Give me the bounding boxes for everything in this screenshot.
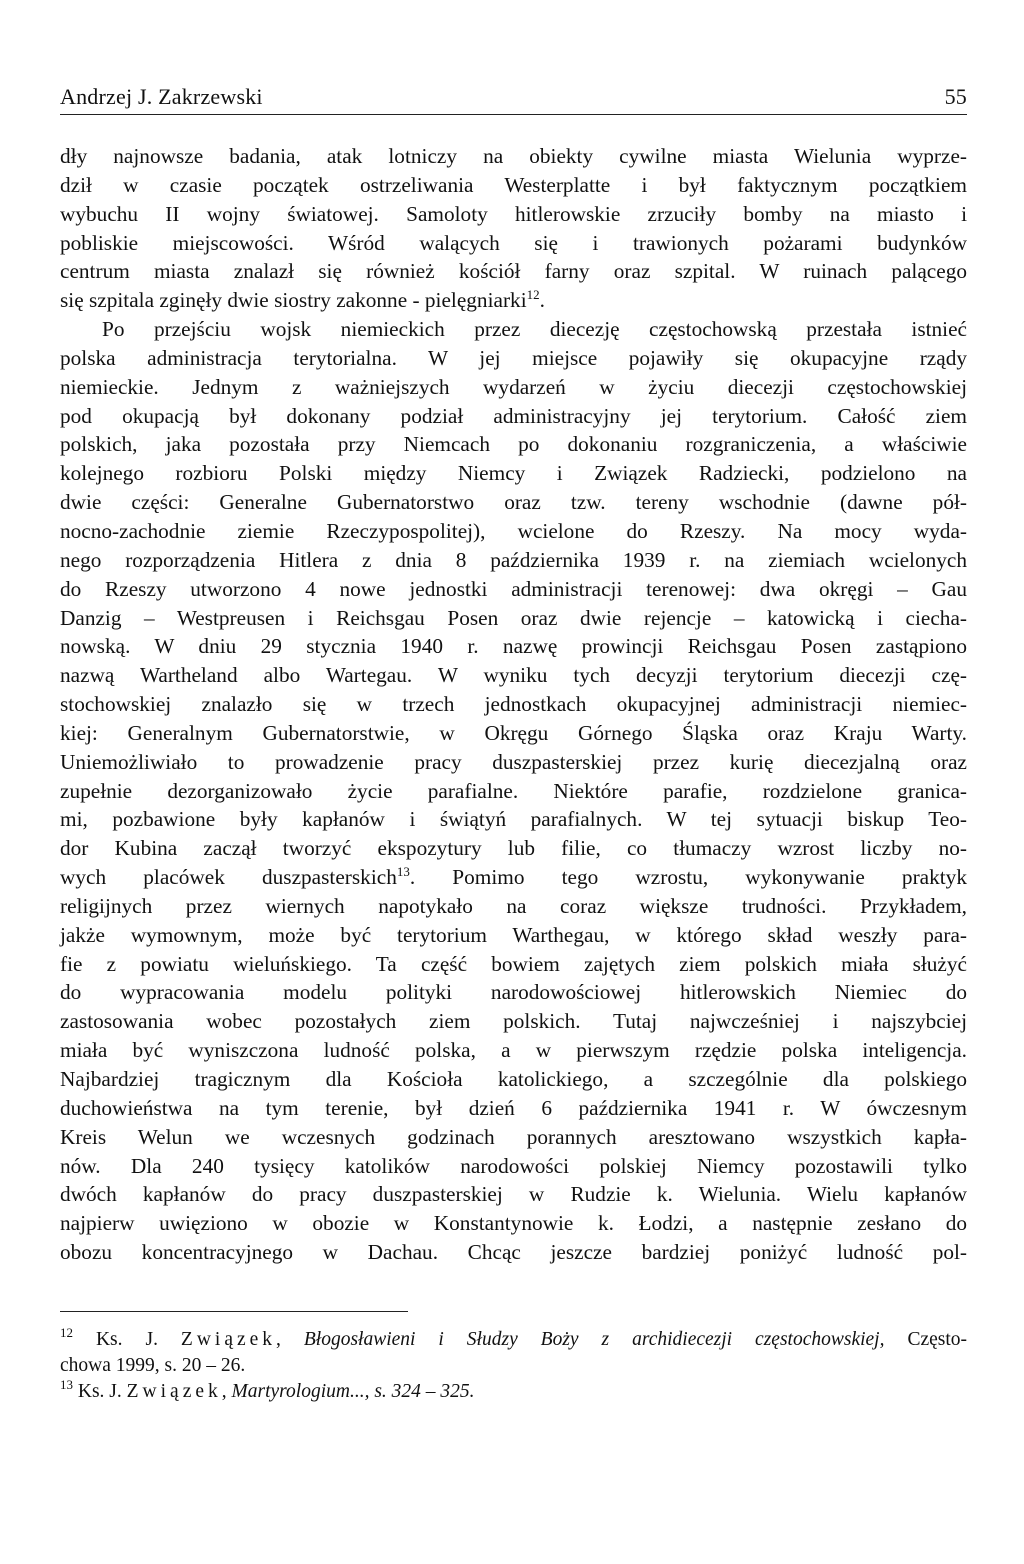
text-line: polska administracja terytorialna. W jej miejsce pojawiły się okupacyjne rządy: [60, 345, 967, 370]
text-line: dwie części: Generalne Gubernatorstwo oraz tzw. tereny wschodnie (dawne pół-: [60, 490, 967, 515]
body-text: [60, 142, 967, 1267]
footnote-sep: ,: [221, 1380, 232, 1402]
footnote-prefix: Ks. J.: [77, 1380, 127, 1402]
footnote-ref-13: 13: [396, 864, 410, 880]
text-line: pobliskie miejscowości. Wśród walących się i trawionych pożarami budynków: [60, 230, 967, 255]
text-line: zupełnie dezorganizowało życie parafialne. Niektóre parafie, rozdzielone granica-: [60, 778, 967, 803]
footnote-prefix: Ks. J.: [95, 1328, 181, 1350]
text-line: kiej: Generalnym Gubernatorstwie, w Okręgu Górnego Śląska oraz Kraju Warty.: [60, 720, 967, 745]
text-line: nów. Dla 240 tysięcy katolików narodowości polskiej Niemcy pozostawili tylko: [60, 1153, 967, 1178]
footnote-line: [60, 1324, 968, 1353]
text-line: [60, 286, 967, 315]
text-line: do Rzeszy utworzono 4 nowe jednostki administracji terenowej: dwa okręgi – Gau: [60, 576, 967, 601]
text-line: niemieckie. Jednym z ważniejszych wydarzeń w życiu diecezji częstochowskiej: [60, 374, 967, 399]
document-page: [60, 84, 967, 1405]
paragraph-start-line: Po przejściu wojsk niemieckich przez diecezję częstochowską przestała istnieć: [102, 317, 967, 342]
footnotes: [60, 1324, 968, 1405]
footnote-number: 12: [60, 1324, 73, 1340]
text-line: najpierw uwięziono w obozie w Konstantynowie k. Łodzi, a następnie zesłano do: [60, 1211, 967, 1236]
footnote-12: [60, 1324, 968, 1379]
footnote-separator: [60, 1311, 408, 1312]
footnote-ref-12: 12: [526, 287, 540, 303]
text-line: centrum miasta znalazł się również kościół farny oraz szpital. W ruinach palącego: [60, 259, 967, 284]
text-line: duchowieństwa na tym terenie, był dzień 6 października 1941 r. W ówczesnym: [60, 1095, 967, 1120]
text-line: religijnych przez wiernych napotykało na coraz większe trudności. Przykładem,: [60, 893, 967, 918]
text-line: nego rozporządzenia Hitlera z dnia 8 października 1939 r. na ziemiach wcielonych: [60, 547, 967, 572]
text-line: obozu koncentracyjnego w Dachau. Chcąc jeszcze bardziej poniżyć ludność pol-: [60, 1240, 967, 1265]
footnote-place: Często-: [884, 1328, 968, 1350]
footnote-sep: ,: [276, 1328, 304, 1350]
text-line: pod okupacją był dokonany podział administracyjny jej terytorium. Całość ziem: [60, 403, 967, 428]
footnote-author: Związek: [126, 1380, 222, 1402]
text-line: miała być wyniszczona ludność polska, a w pierwszym rzędzie polska inteligencja.: [60, 1038, 967, 1063]
text-line: nazwą Wartheland albo Wartegau. W wyniku tych decyzji terytorium diecezji czę-: [60, 663, 967, 688]
text-line: [60, 863, 967, 892]
text-line: dwóch kapłanów do pracy duszpasterskiej w Rudzie k. Wielunia. Wielu kapłanów: [60, 1182, 967, 1207]
text-line: Kreis Welun we wczesnych godzinach porannych aresztowano wszystkich kapła-: [60, 1124, 967, 1149]
footnote-number: 13: [60, 1376, 73, 1392]
footnote-author: Związek: [180, 1328, 277, 1350]
text-fragment: się szpitala zginęły dwie siostry zakonne - pielęgniarki: [60, 288, 527, 313]
text-line: dor Kubina zaczął tworzyć ekspozytury lub filie, co tłumaczy wzrost liczby no-: [60, 836, 967, 861]
text-line: dził w czasie początek ostrzeliwania Westerplatte i był faktycznym początkiem: [60, 172, 967, 197]
text-line: Najbardziej tragicznym dla Kościoła katolickiego, a szczególnie dla polskiego: [60, 1067, 967, 1091]
text-fragment: . Pomimo tego wzrostu, wykonywanie praktyk: [409, 865, 967, 890]
footnote-title: Martyrologium..., s. 324 – 325.: [231, 1380, 475, 1402]
text-line: jakże wymownym, może być terytorium Warthegau, w którego skład weszły para-: [60, 922, 967, 947]
text-line: polskich, jaka pozostała przy Niemcach po dokonaniu rozgraniczenia, a właściwie: [60, 432, 967, 457]
text-line: Uniemożliwiało to prowadzenie pracy duszpasterskiej przez kurię diecezjalną oraz: [60, 749, 967, 774]
text-fragment: .: [539, 288, 545, 313]
text-line: do wypracowania modelu polityki narodowościowej hitlerowskich Niemiec do: [60, 980, 967, 1005]
text-line: wybuchu II wojny światowej. Samoloty hitlerowskie zrzuciły bomby na miasto i: [60, 201, 967, 226]
running-head: [60, 84, 967, 115]
text-line: nowską. W dniu 29 stycznia 1940 r. nazwę prowincji Reichsgau Posen zastąpiono: [60, 634, 967, 659]
footnote-13: [60, 1376, 967, 1405]
text-fragment: wych placówek duszpasterskich: [60, 865, 397, 890]
text-line: dły najnowsze badania, atak lotniczy na obiekty cywilne miasta Wielunia wyprze-: [60, 144, 967, 168]
author-name: Andrzej J. Zakrzewski: [60, 84, 263, 109]
text-line: mi, pozbawione były kapłanów i świątyń parafialnych. W tej sytuacji biskup Teo-: [60, 807, 967, 832]
text-line: nocno-zachodnie ziemie Rzeczypospolitej), wcielone do Rzeszy. Na mocy wyda-: [60, 518, 967, 543]
text-line: zastosowania wobec pozostałych ziem polskich. Tutaj najwcześniej i najszybciej: [60, 1009, 967, 1034]
text-line: fie z powiatu wieluńskiego. Ta część bowiem zajętych ziem polskich miała służyć: [60, 951, 967, 976]
text-line: Danzig – Westpreusen i Reichsgau Posen oraz dwie rejencje – katowicką i ciecha-: [60, 605, 967, 630]
footnote-line: chowa 1999, s. 20 – 26.: [60, 1354, 246, 1376]
footnote-title: Błogosławieni i Słudzy Boży z archidiecezji częstochowskiej,: [303, 1328, 885, 1350]
text-line: kolejnego rozbioru Polski między Niemcy i Związek Radziecki, podzielono na: [60, 461, 967, 486]
text-line: stochowskiej znalazło się w trzech jednostkach okupacyjnej administracji niemiec-: [60, 692, 967, 717]
page-number: 55: [944, 84, 967, 109]
